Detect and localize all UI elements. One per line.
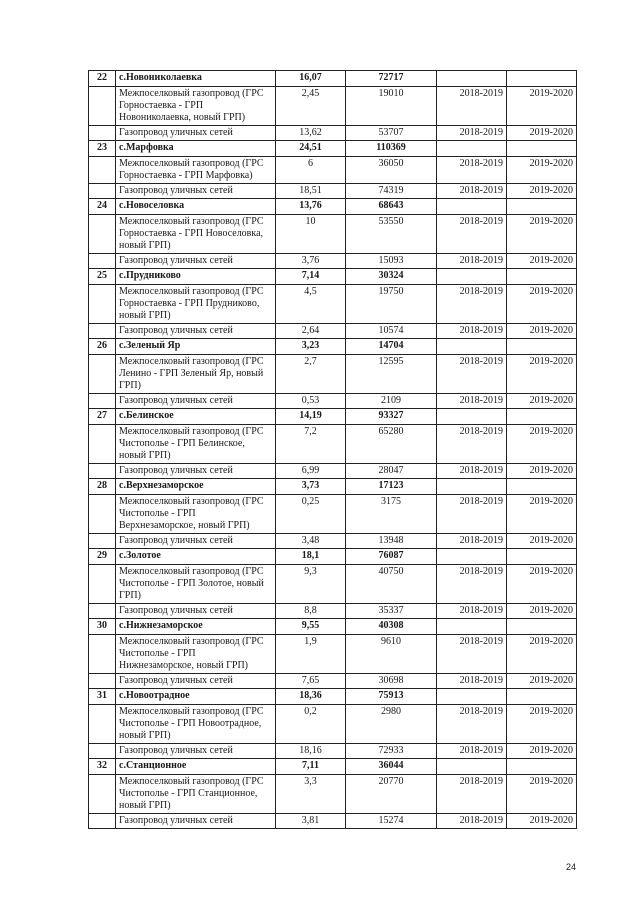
length-cell: 2,64 (276, 324, 346, 339)
end-period-cell: 2019-2020 (507, 425, 577, 464)
start-period-cell (437, 409, 507, 425)
name-cell: с.Белинское (116, 409, 276, 425)
settlement-row (89, 269, 577, 285)
row-number-cell: 24 (89, 199, 116, 215)
start-period-cell: 2018-2019 (437, 157, 507, 184)
name-cell: Газопровод уличных сетей (116, 394, 276, 409)
end-period-cell: 2019-2020 (507, 565, 577, 604)
row-number-cell (89, 425, 116, 464)
cost-cell: 40750 (346, 565, 437, 604)
length-cell: 2,45 (276, 87, 346, 126)
start-period-cell (437, 759, 507, 775)
end-period-cell: 2019-2020 (507, 254, 577, 269)
start-period-cell (437, 549, 507, 565)
page-number: 24 (566, 862, 577, 872)
cost-cell: 36044 (346, 759, 437, 775)
start-period-cell: 2018-2019 (437, 254, 507, 269)
start-period-cell: 2018-2019 (437, 565, 507, 604)
start-period-cell (437, 199, 507, 215)
name-cell: Межпоселковый газопровод (ГРС Горностаевка - ГРП Прудниково, новый ГРП) (116, 285, 276, 324)
name-cell: с.Верхнезаморское (116, 479, 276, 495)
row-number-cell: 23 (89, 141, 116, 157)
pipeline-row (89, 157, 577, 184)
pipeline-row (89, 184, 577, 199)
cost-cell: 74319 (346, 184, 437, 199)
start-period-cell: 2018-2019 (437, 87, 507, 126)
length-cell: 8,8 (276, 604, 346, 619)
end-period-cell (507, 759, 577, 775)
end-period-cell (507, 409, 577, 425)
name-cell: с.Новониколаевка (116, 71, 276, 87)
cost-cell: 72933 (346, 744, 437, 759)
start-period-cell: 2018-2019 (437, 394, 507, 409)
row-number-cell: 27 (89, 409, 116, 425)
pipeline-row (89, 324, 577, 339)
end-period-cell: 2019-2020 (507, 285, 577, 324)
end-period-cell (507, 141, 577, 157)
name-cell: Газопровод уличных сетей (116, 126, 276, 141)
length-cell: 13,62 (276, 126, 346, 141)
start-period-cell: 2018-2019 (437, 635, 507, 674)
row-number-cell (89, 394, 116, 409)
start-period-cell: 2018-2019 (437, 126, 507, 141)
length-cell: 0,53 (276, 394, 346, 409)
cost-cell: 72717 (346, 71, 437, 87)
end-period-cell (507, 619, 577, 635)
end-period-cell: 2019-2020 (507, 814, 577, 829)
start-period-cell (437, 339, 507, 355)
start-period-cell (437, 689, 507, 705)
gas-pipeline-table (88, 70, 577, 829)
start-period-cell: 2018-2019 (437, 674, 507, 689)
name-cell: Газопровод уличных сетей (116, 254, 276, 269)
name-cell: Газопровод уличных сетей (116, 464, 276, 479)
length-cell: 6,99 (276, 464, 346, 479)
row-number-cell (89, 534, 116, 549)
settlement-row (89, 409, 577, 425)
length-cell: 3,81 (276, 814, 346, 829)
row-number-cell (89, 565, 116, 604)
start-period-cell: 2018-2019 (437, 425, 507, 464)
name-cell: Межпоселковый газопровод (ГРС Горностаевка - ГРП Марфовка) (116, 157, 276, 184)
settlement-row (89, 549, 577, 565)
end-period-cell: 2019-2020 (507, 157, 577, 184)
cost-cell: 110369 (346, 141, 437, 157)
length-cell: 7,2 (276, 425, 346, 464)
cost-cell: 19750 (346, 285, 437, 324)
length-cell: 18,36 (276, 689, 346, 705)
end-period-cell (507, 479, 577, 495)
row-number-cell: 32 (89, 759, 116, 775)
name-cell: Газопровод уличных сетей (116, 674, 276, 689)
cost-cell: 15093 (346, 254, 437, 269)
cost-cell: 93327 (346, 409, 437, 425)
row-number-cell (89, 355, 116, 394)
cost-cell: 19010 (346, 87, 437, 126)
length-cell: 10 (276, 215, 346, 254)
row-number-cell (89, 464, 116, 479)
name-cell: с.Новоотрадное (116, 689, 276, 705)
settlement-row (89, 689, 577, 705)
length-cell: 4,5 (276, 285, 346, 324)
cost-cell: 30324 (346, 269, 437, 285)
cost-cell: 53707 (346, 126, 437, 141)
settlement-row (89, 759, 577, 775)
end-period-cell: 2019-2020 (507, 87, 577, 126)
start-period-cell: 2018-2019 (437, 604, 507, 619)
end-period-cell: 2019-2020 (507, 355, 577, 394)
cost-cell: 36050 (346, 157, 437, 184)
end-period-cell: 2019-2020 (507, 184, 577, 199)
start-period-cell: 2018-2019 (437, 285, 507, 324)
pipeline-row (89, 635, 577, 674)
row-number-cell (89, 814, 116, 829)
row-number-cell (89, 604, 116, 619)
cost-cell: 3175 (346, 495, 437, 534)
end-period-cell (507, 269, 577, 285)
cost-cell: 30698 (346, 674, 437, 689)
cost-cell: 75913 (346, 689, 437, 705)
end-period-cell (507, 339, 577, 355)
start-period-cell: 2018-2019 (437, 705, 507, 744)
row-number-cell (89, 324, 116, 339)
length-cell: 3,48 (276, 534, 346, 549)
start-period-cell: 2018-2019 (437, 495, 507, 534)
start-period-cell: 2018-2019 (437, 464, 507, 479)
name-cell: с.Золотое (116, 549, 276, 565)
cost-cell: 20770 (346, 775, 437, 814)
cost-cell: 13948 (346, 534, 437, 549)
name-cell: с.Станционное (116, 759, 276, 775)
name-cell: Межпоселковый газопровод (ГРС Чистополье - ГРП Станционное, новый ГРП) (116, 775, 276, 814)
settlement-row (89, 71, 577, 87)
settlement-row (89, 479, 577, 495)
row-number-cell (89, 157, 116, 184)
row-number-cell: 28 (89, 479, 116, 495)
length-cell: 14,19 (276, 409, 346, 425)
length-cell: 7,11 (276, 759, 346, 775)
name-cell: Межпоселковый газопровод (ГРС Чистополье - ГРП Золотое, новый ГРП) (116, 565, 276, 604)
start-period-cell (437, 479, 507, 495)
end-period-cell: 2019-2020 (507, 324, 577, 339)
length-cell: 16,07 (276, 71, 346, 87)
end-period-cell: 2019-2020 (507, 744, 577, 759)
row-number-cell: 26 (89, 339, 116, 355)
row-number-cell (89, 126, 116, 141)
row-number-cell (89, 215, 116, 254)
row-number-cell (89, 775, 116, 814)
name-cell: с.Марфовка (116, 141, 276, 157)
start-period-cell (437, 269, 507, 285)
cost-cell: 65280 (346, 425, 437, 464)
pipeline-row (89, 87, 577, 126)
name-cell: Межпоселковый газопровод (ГРС Ленино - ГРП Зеленый Яр, новый ГРП) (116, 355, 276, 394)
name-cell: Газопровод уличных сетей (116, 604, 276, 619)
row-number-cell (89, 254, 116, 269)
pipeline-row (89, 565, 577, 604)
pipeline-row (89, 705, 577, 744)
length-cell: 9,55 (276, 619, 346, 635)
cost-cell: 15274 (346, 814, 437, 829)
start-period-cell (437, 141, 507, 157)
name-cell: с.Новоселовка (116, 199, 276, 215)
name-cell: с.Нижнезаморское (116, 619, 276, 635)
length-cell: 3,73 (276, 479, 346, 495)
end-period-cell (507, 199, 577, 215)
name-cell: Межпоселковый газопровод (ГРС Чистополье - ГРП Верхнезаморское, новый ГРП) (116, 495, 276, 534)
length-cell: 0,25 (276, 495, 346, 534)
row-number-cell (89, 495, 116, 534)
settlement-row (89, 141, 577, 157)
end-period-cell (507, 549, 577, 565)
end-period-cell: 2019-2020 (507, 126, 577, 141)
name-cell: Газопровод уличных сетей (116, 534, 276, 549)
pipeline-row (89, 534, 577, 549)
row-number-cell: 25 (89, 269, 116, 285)
cost-cell: 2109 (346, 394, 437, 409)
row-number-cell (89, 705, 116, 744)
pipeline-row (89, 355, 577, 394)
end-period-cell: 2019-2020 (507, 215, 577, 254)
end-period-cell: 2019-2020 (507, 495, 577, 534)
row-number-cell: 22 (89, 71, 116, 87)
pipeline-row (89, 126, 577, 141)
cost-cell: 76087 (346, 549, 437, 565)
length-cell: 7,14 (276, 269, 346, 285)
cost-cell: 35337 (346, 604, 437, 619)
pipeline-row (89, 215, 577, 254)
pipeline-row (89, 674, 577, 689)
length-cell: 3,3 (276, 775, 346, 814)
cost-cell: 10574 (346, 324, 437, 339)
name-cell: Межпоселковый газопровод (ГРС Горностаевка - ГРП Новониколаевка, новый ГРП) (116, 87, 276, 126)
pipeline-row (89, 604, 577, 619)
settlement-row (89, 339, 577, 355)
length-cell: 9,3 (276, 565, 346, 604)
name-cell: Межпоселковый газопровод (ГРС Чистополье - ГРП Белинское, новый ГРП) (116, 425, 276, 464)
name-cell: с.Прудниково (116, 269, 276, 285)
settlement-row (89, 619, 577, 635)
name-cell: с.Зеленый Яр (116, 339, 276, 355)
end-period-cell (507, 71, 577, 87)
end-period-cell: 2019-2020 (507, 604, 577, 619)
cost-cell: 28047 (346, 464, 437, 479)
end-period-cell: 2019-2020 (507, 705, 577, 744)
start-period-cell: 2018-2019 (437, 184, 507, 199)
row-number-cell (89, 87, 116, 126)
length-cell: 3,76 (276, 254, 346, 269)
row-number-cell: 29 (89, 549, 116, 565)
start-period-cell: 2018-2019 (437, 534, 507, 549)
cost-cell: 2980 (346, 705, 437, 744)
length-cell: 13,76 (276, 199, 346, 215)
row-number-cell: 30 (89, 619, 116, 635)
pipeline-row (89, 464, 577, 479)
row-number-cell (89, 635, 116, 674)
length-cell: 0,2 (276, 705, 346, 744)
end-period-cell: 2019-2020 (507, 635, 577, 674)
settlement-row (89, 199, 577, 215)
row-number-cell: 31 (89, 689, 116, 705)
end-period-cell: 2019-2020 (507, 394, 577, 409)
row-number-cell (89, 744, 116, 759)
cost-cell: 53550 (346, 215, 437, 254)
end-period-cell: 2019-2020 (507, 464, 577, 479)
length-cell: 3,23 (276, 339, 346, 355)
length-cell: 1,9 (276, 635, 346, 674)
name-cell: Межпоселковый газопровод (ГРС Чистополье - ГРП Нижнезаморское, новый ГРП) (116, 635, 276, 674)
length-cell: 18,1 (276, 549, 346, 565)
name-cell: Газопровод уличных сетей (116, 324, 276, 339)
pipeline-row (89, 744, 577, 759)
end-period-cell: 2019-2020 (507, 674, 577, 689)
pipeline-row (89, 775, 577, 814)
cost-cell: 17123 (346, 479, 437, 495)
pipeline-row (89, 425, 577, 464)
name-cell: Межпоселковый газопровод (ГРС Горностаевка - ГРП Новоселовка, новый ГРП) (116, 215, 276, 254)
start-period-cell: 2018-2019 (437, 814, 507, 829)
start-period-cell (437, 71, 507, 87)
start-period-cell: 2018-2019 (437, 775, 507, 814)
row-number-cell (89, 285, 116, 324)
name-cell: Газопровод уличных сетей (116, 744, 276, 759)
length-cell: 7,65 (276, 674, 346, 689)
length-cell: 24,51 (276, 141, 346, 157)
table-body (89, 71, 577, 829)
row-number-cell (89, 184, 116, 199)
name-cell: Газопровод уличных сетей (116, 184, 276, 199)
cost-cell: 9610 (346, 635, 437, 674)
name-cell: Межпоселковый газопровод (ГРС Чистополье - ГРП Новоотрадное, новый ГРП) (116, 705, 276, 744)
start-period-cell: 2018-2019 (437, 215, 507, 254)
pipeline-row (89, 394, 577, 409)
start-period-cell: 2018-2019 (437, 324, 507, 339)
cost-cell: 14704 (346, 339, 437, 355)
length-cell: 18,51 (276, 184, 346, 199)
end-period-cell (507, 689, 577, 705)
length-cell: 18,16 (276, 744, 346, 759)
name-cell: Газопровод уличных сетей (116, 814, 276, 829)
length-cell: 6 (276, 157, 346, 184)
start-period-cell (437, 619, 507, 635)
cost-cell: 12595 (346, 355, 437, 394)
row-number-cell (89, 674, 116, 689)
start-period-cell: 2018-2019 (437, 744, 507, 759)
cost-cell: 68643 (346, 199, 437, 215)
pipeline-row (89, 495, 577, 534)
pipeline-row (89, 254, 577, 269)
end-period-cell: 2019-2020 (507, 775, 577, 814)
cost-cell: 40308 (346, 619, 437, 635)
pipeline-row (89, 285, 577, 324)
length-cell: 2,7 (276, 355, 346, 394)
end-period-cell: 2019-2020 (507, 534, 577, 549)
start-period-cell: 2018-2019 (437, 355, 507, 394)
pipeline-row (89, 814, 577, 829)
